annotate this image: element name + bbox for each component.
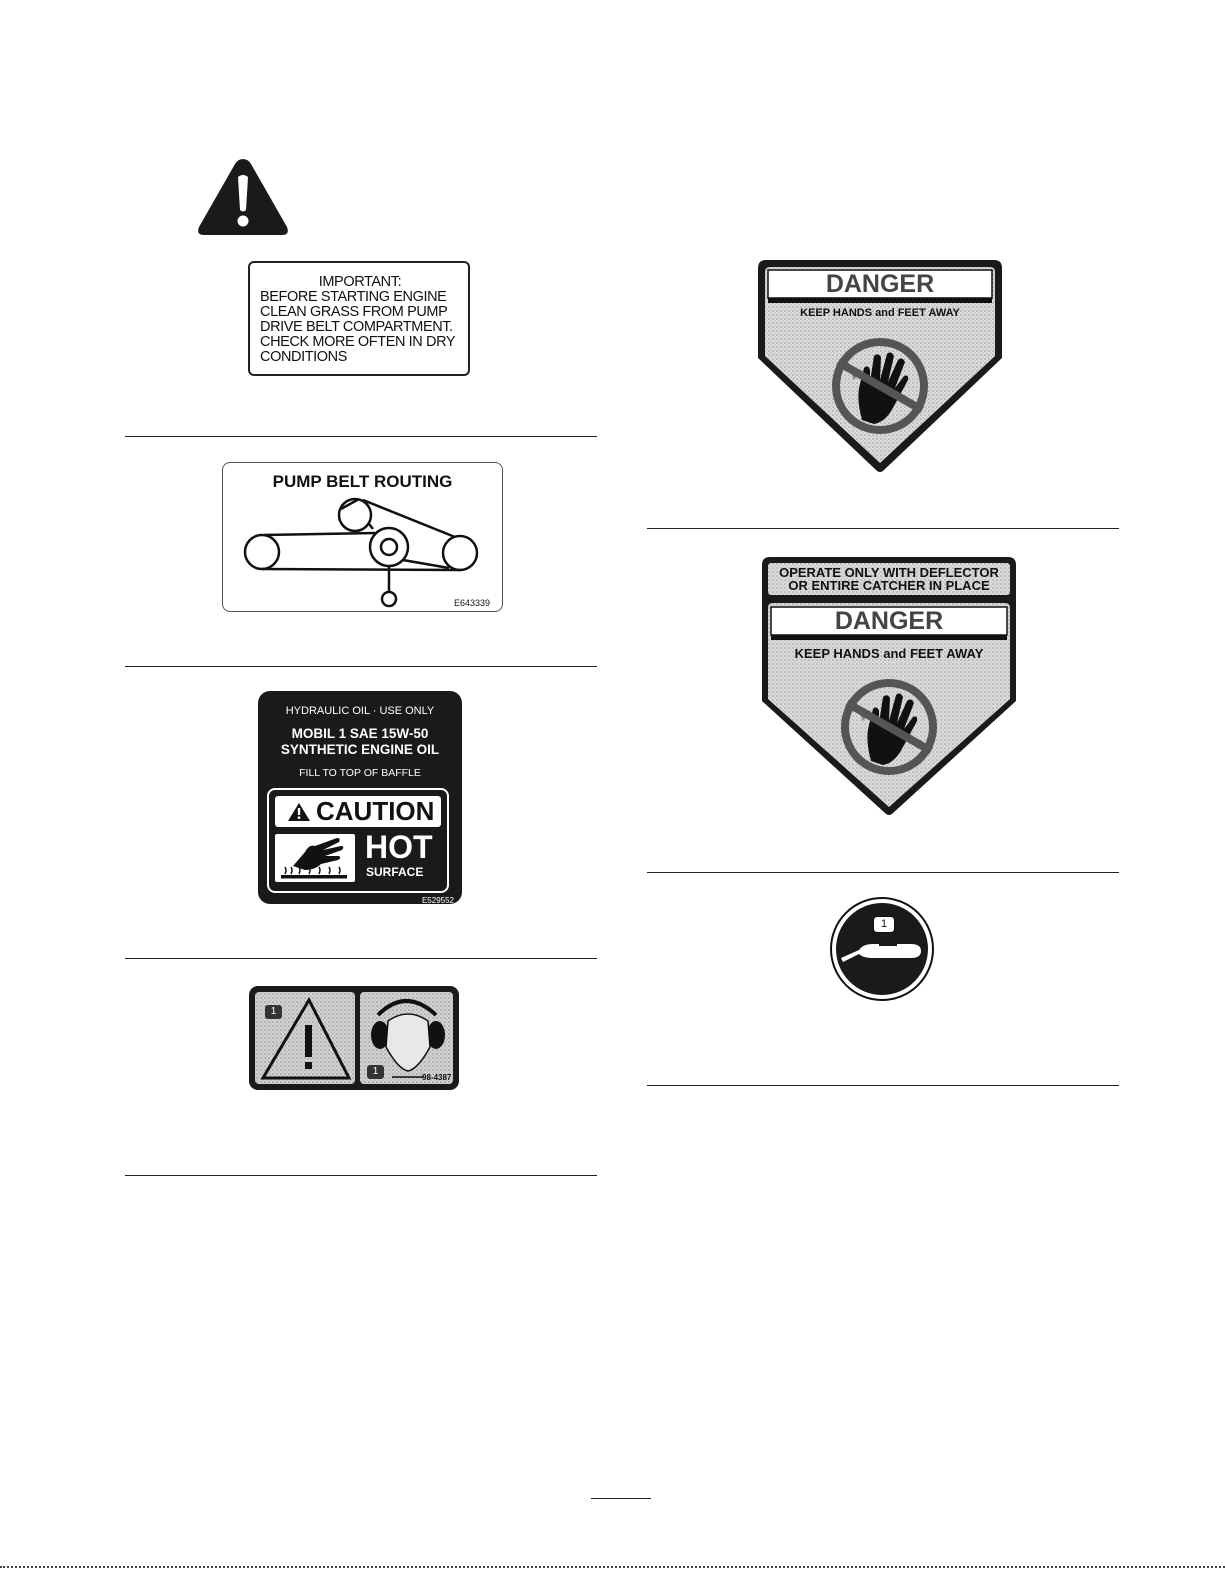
important-line: CONDITIONS [260,349,348,365]
belt-routing-diagram-icon [223,463,504,613]
danger-word: DANGER [825,270,935,298]
belt-part-code: E643339 [453,598,490,608]
important-line: BEFORE STARTING ENGINE [260,289,447,305]
danger-word: DANGER [834,607,944,635]
important-line: CHECK MORE OFTEN IN DRY [260,334,456,350]
page-edge-dots [0,1566,1225,1568]
grease-gun-icon [829,896,935,1002]
hearing-badge-left: 1 [265,1005,282,1019]
danger-subtitle: KEEP HANDS and FEET AWAY [794,646,984,661]
pump-belt-decal [222,462,503,612]
lubrication-badge: 1 [873,916,895,933]
caution-box [267,788,449,893]
danger-decal-2-artwork [760,555,1018,817]
safety-alert-icon [196,155,290,239]
belt-title: PUMP BELT ROUTING [272,472,453,491]
hydraulic-line2: MOBIL 1 SAE 15W-50 [291,726,429,741]
important-line: CLEAN GRASS FROM PUMP [260,304,448,320]
separator-rule [125,666,597,667]
important-decal [248,261,470,376]
deflector-line2: OR ENTIRE CATCHER IN PLACE [788,578,990,593]
hot-word: HOT [365,829,433,865]
danger-decal-1 [756,258,1004,474]
separator-rule [125,436,597,437]
hearing-badge-right: 1 [367,1065,384,1079]
separator-rule [125,1175,597,1176]
separator-rule [647,1085,1119,1086]
hydraulic-part-code: E529552 [421,896,454,905]
hand-burn-box [275,834,355,882]
important-line: DRIVE BELT COMPARTMENT. [260,319,453,335]
hydraulic-oil-spec [258,726,462,758]
caution-word: CAUTION [316,796,435,826]
caution-bar [275,796,441,827]
danger-decal-2 [760,555,1018,817]
deflector-line1: OPERATE ONLY WITH DEFLECTOR [779,565,999,580]
separator-rule [647,872,1119,873]
warning-triangle-icon [287,802,311,822]
hydraulic-line1: HYDRAULIC OIL · USE ONLY [285,705,435,717]
danger-subtitle: KEEP HANDS and FEET AWAY [800,307,960,319]
hydraulic-line3: SYNTHETIC ENGINE OIL [280,742,440,757]
surface-word: SURFACE [366,865,424,879]
page-number-line [591,1498,651,1499]
important-heading: IMPORTANT: [318,274,402,290]
separator-rule [125,958,597,959]
lubrication-decal [829,896,935,1002]
hearing-protection-decal [248,985,460,1091]
hot-surface-hand-icon [275,834,355,882]
hydraulic-oil-decal [258,691,462,904]
hydraulic-line4: FILL TO TOP OF BAFFLE [299,767,421,779]
separator-rule [647,528,1119,529]
hearing-part-code: 98-4387 [422,1073,452,1082]
